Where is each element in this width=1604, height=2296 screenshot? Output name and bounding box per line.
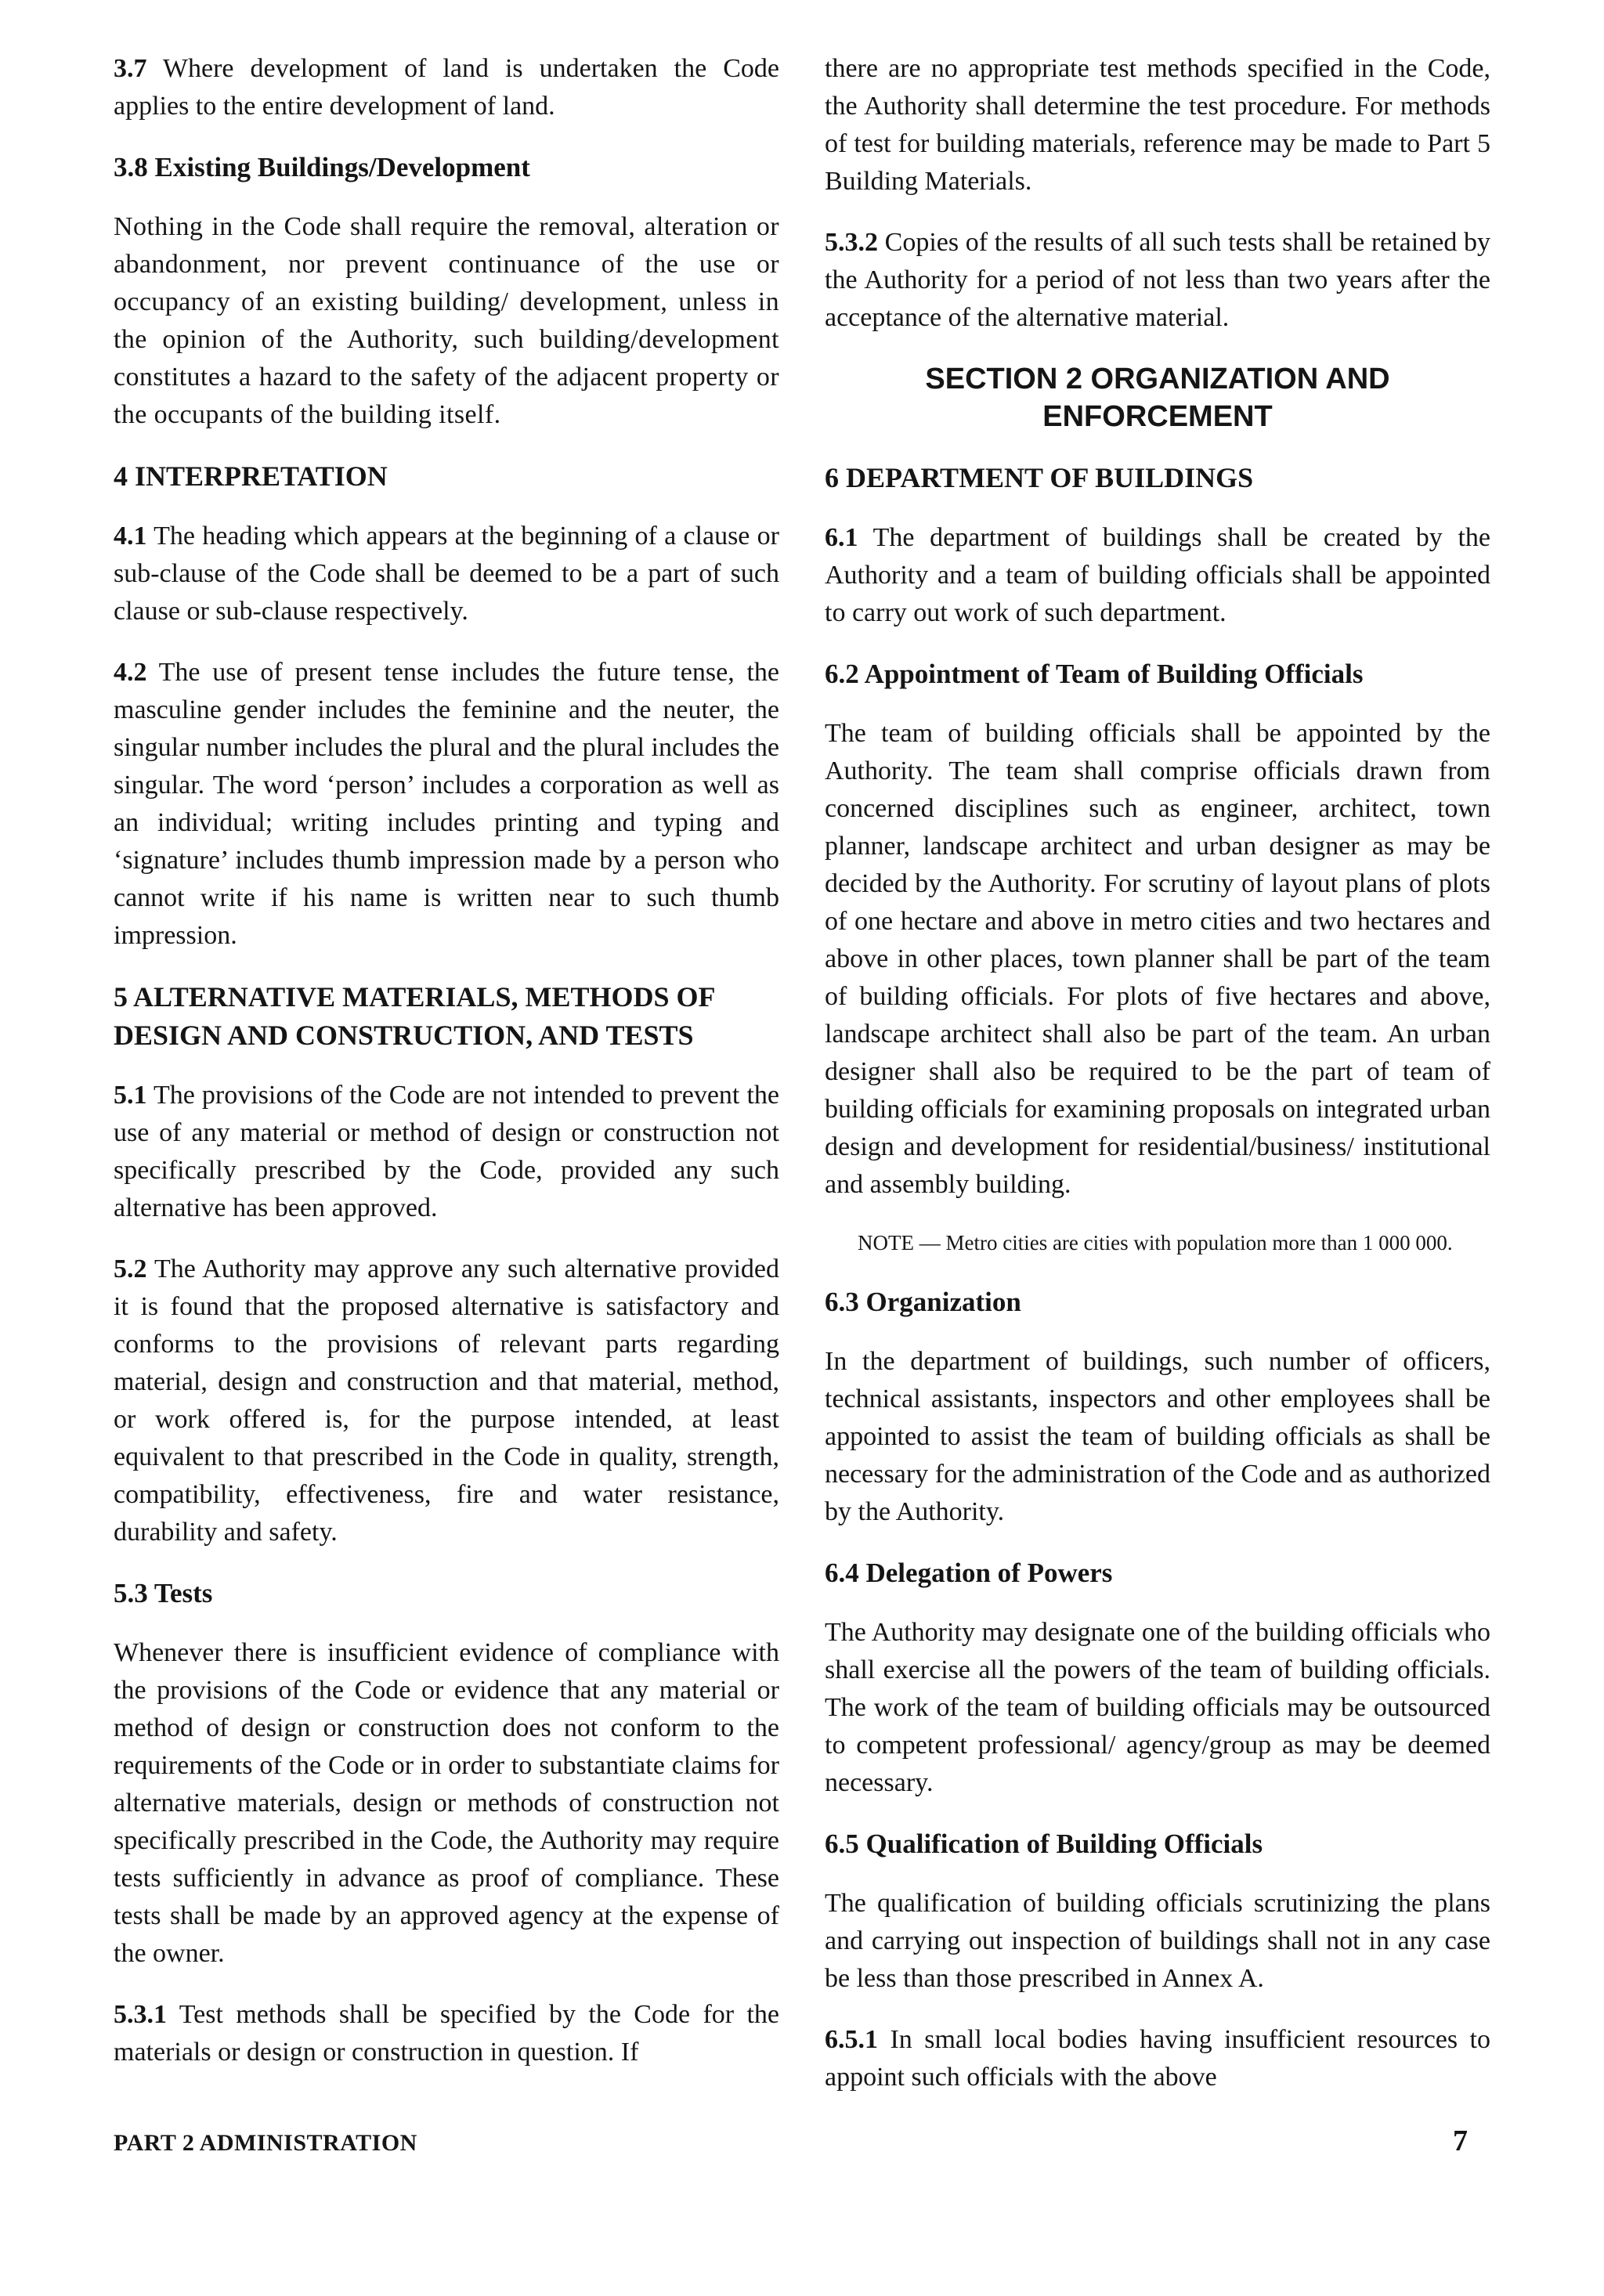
heading-6-3: 6.3 Organization (825, 1287, 1021, 1317)
clause-text: Where development of land is undertaken the Code applies to the entire development of land. (114, 54, 779, 121)
heading-5-3-tests: 5.3 Tests (114, 1578, 213, 1608)
page-number: 7 (1453, 2125, 1468, 2157)
clause-number: 4.2 (114, 658, 147, 687)
clause-number: 4.1 (114, 522, 147, 551)
clause-5-1 (114, 1077, 779, 1227)
clause-text: The provisions of the Code are not intended to prevent the use of any material or method of design or construction not specifically prescribed by the Code, provided any such alternative has been approved. (114, 1081, 779, 1222)
clause-3-7 (114, 50, 779, 125)
clause-text: Test methods shall be specified by the Code for the materials or design or construction in question. If (114, 2000, 779, 2067)
clause-6-1 (825, 519, 1490, 632)
clause-4-1 (114, 518, 779, 630)
right-column (825, 50, 1490, 2120)
clause-number: 6.1 (825, 523, 858, 552)
clause-4-2 (114, 654, 779, 955)
clause-6-4-text: The Authority may designate one of the building officials who shall exercise all the powers of the team of building officials. The work of the team of building officials may be outsourced to competent professional/ agency/group as may be deemed necessary. (825, 1618, 1490, 1797)
clause-text: Copies of the results of all such tests shall be retained by the Authority for a period of not less than two years after the acceptance of the alternative material. (825, 228, 1490, 332)
clause-number: 5.3.2 (825, 228, 878, 257)
clause-number: 5.2 (114, 1254, 147, 1283)
clause-6-2-text: The team of building officials shall be appointed by the Authority. The team shall comprise officials drawn from concerned disciplines such as engineer, architect, town planner, landscape architect and urban designer as may be decided by the Authority. For scrutiny of layout plans of plots of one hectare and above in metro cities and two hectares and above in other places, town planner shall be part of the team of building officials. For plots of five hectares and above, landscape architect shall also be part of the team. An urban designer shall also be required to be the part of team of building officials for examining proposals on integrated urban design and development for residential/business/ institutional and assembly building. (825, 719, 1490, 1199)
clause-number: 5.3.1 (114, 2000, 167, 2029)
clause-number: 3.7 (114, 54, 147, 83)
footer-part-title: PART 2 ADMINISTRATION (114, 2130, 417, 2156)
clause-text: The use of present tense includes the future tense, the masculine gender includes the feminine and the neuter, the singular number includes the plural and the plural includes the singular. The word ‘person’ includes a corporation as well as an individual; writing includes printing and typing and ‘signature’ includes thumb impression made by a person who cannot write if his name is written near to such thumb impression. (114, 658, 779, 950)
clause-text: The department of buildings shall be created by the Authority and a team of building officials shall be appointed to carry out work of such department. (825, 523, 1490, 627)
clause-text: The Authority may approve any such alternative provided it is found that the proposed alternative is satisfactory and conforms to the provisions of relevant parts regarding material, design and construction and that material, method, or work offered is, for the purpose intended, at least equivalent to that prescribed in the Code in quality, strength, compatibility, effectiveness, fire and water resistance, durability and safety. (114, 1254, 779, 1547)
clause-6-3-text: In the department of buildings, such number of officers, technical assistants, inspectors and other employees shall be appointed to assist the team of building officials as shall be necessary for the administration of the Code and as authorized by the Authority. (825, 1347, 1490, 1526)
clause-number: 5.1 (114, 1081, 147, 1110)
left-column (114, 50, 779, 2095)
clause-3-8-text: Nothing in the Code shall require the removal, alteration or abandonment, nor prevent continuance of the use or occupancy of an existing building/ development, unless in the opinion of the Authority, such building/development constitutes a hazard to the safety of the adjacent property or the occupants of the building itself. (114, 212, 779, 429)
heading-6-2: 6.2 Appointment of Team of Building Officials (825, 659, 1364, 689)
clause-5-2 (114, 1251, 779, 1551)
clause-5-3-2 (825, 224, 1490, 337)
heading-3-8: 3.8 Existing Buildings/Development (114, 152, 530, 182)
heading-6-5: 6.5 Qualification of Building Officials (825, 1828, 1263, 1859)
clause-5-3-text: Whenever there is insufficient evidence of compliance with the provisions of the Code or evidence that any material or method of design or construction does not conform to the requirements of the Code or in order to substantiate claims for alternative materials, design or methods of construction not specifically prescribed in the Code, the Authority may require tests sufficiently in advance as proof of compliance. These tests shall be made by an approved agency at the expense of the owner. (114, 1638, 779, 1968)
heading-5-alternative-materials: 5 ALTERNATIVE MATERIALS, METHODS OF DESIGN AND CONSTRUCTION, AND TESTS (114, 981, 715, 1051)
clause-6-5-1 (825, 2021, 1490, 2096)
heading-6-department: 6 DEPARTMENT OF BUILDINGS (825, 462, 1254, 493)
heading-4-interpretation: 4 INTERPRETATION (114, 460, 388, 492)
clause-6-5-text: The qualification of building officials scrutinizing the plans and carrying out inspection of buildings shall not in any case be less than those prescribed in Annex A. (825, 1889, 1490, 1993)
clause-number: 6.5.1 (825, 2025, 878, 2054)
section-2-heading: SECTION 2 ORGANIZATION AND ENFORCEMENT (925, 363, 1390, 433)
clause-5-3-1 (114, 1996, 779, 2071)
clause-text: In small local bodies having insufficient resources to appoint such officials with the above (825, 2025, 1490, 2092)
note-metro-cities: NOTE — Metro cities are cities with population more than 1 000 000. (858, 1231, 1453, 1254)
heading-6-4: 6.4 Delegation of Powers (825, 1558, 1113, 1588)
clause-text: The heading which appears at the beginning of a clause or sub-clause of the Code shall be deemed to be a part of such clause or sub-clause respectively. (114, 522, 779, 626)
clause-5-3-1-continued: there are no appropriate test methods specified in the Code, the Authority shall determine the test procedure. For methods of test for building materials, reference may be made to Part 5 Building Materials. (825, 54, 1490, 196)
